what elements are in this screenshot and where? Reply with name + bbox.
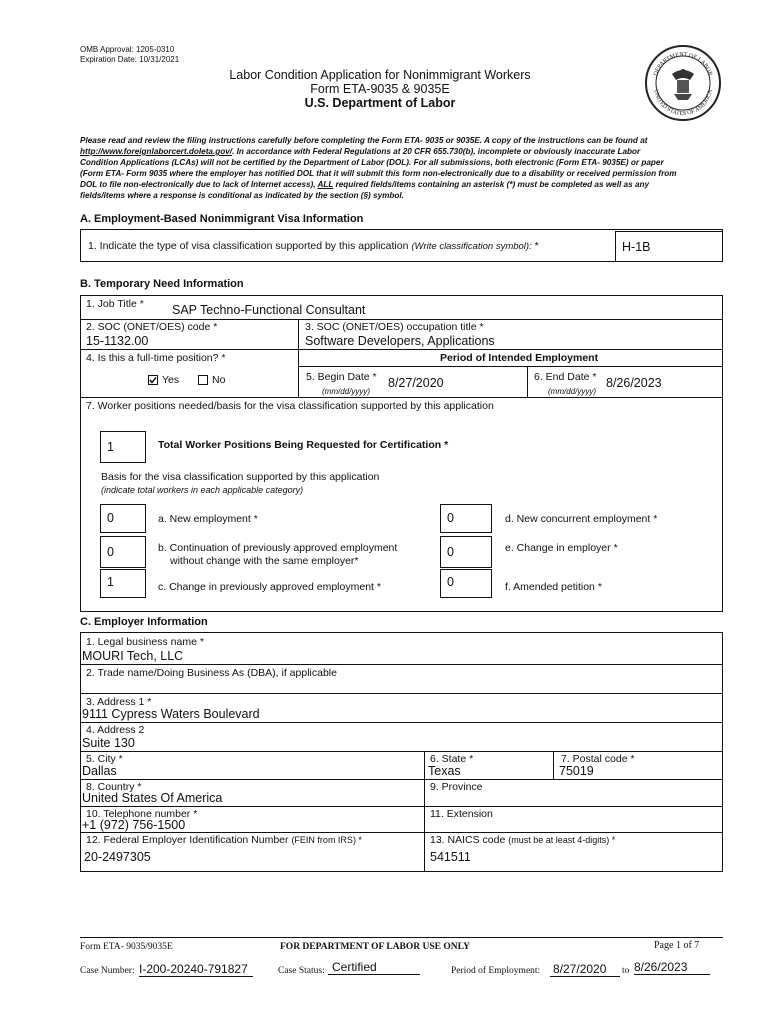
- period-to-label: to: [622, 966, 630, 976]
- naics-value[interactable]: 541511: [430, 850, 471, 864]
- period-end-value[interactable]: 8/26/2023: [634, 960, 710, 975]
- fein-value[interactable]: 20-2497305: [84, 850, 151, 864]
- case-number-label: Case Number:: [80, 966, 135, 976]
- end-date-value[interactable]: 8/26/2023: [606, 376, 662, 390]
- postal-code-value[interactable]: 75019: [559, 764, 594, 778]
- end-date-hint: (mm/dd/yyyy): [548, 387, 596, 396]
- checkbox-checked-icon[interactable]: [148, 375, 158, 385]
- visa-classification-value: H-1B: [622, 240, 651, 254]
- continuation-label: b. Continuation of previously approved employment without change with the same employer*: [158, 542, 398, 567]
- total-positions-label: Total Worker Positions Being Requested for Certification *: [158, 439, 449, 451]
- postal-code-label: 7. Postal code *: [561, 753, 635, 765]
- period-start-value[interactable]: 8/27/2020: [550, 962, 620, 977]
- address2-value[interactable]: Suite 130: [82, 736, 135, 750]
- change-previous-label: c. Change in previously approved employment *: [158, 581, 381, 593]
- telephone-label: 10. Telephone number *: [86, 808, 198, 820]
- job-title-value[interactable]: SAP Techno-Functional Consultant: [172, 303, 366, 317]
- dba-label: 2. Trade name/Doing Business As (DBA), if applicable: [86, 667, 337, 679]
- worker-positions-label: 7. Worker positions needed/basis for the visa classification supported by this application: [86, 400, 494, 412]
- city-value[interactable]: Dallas: [82, 764, 117, 778]
- section-c-title: C. Employer Information: [80, 616, 208, 628]
- continuation-input[interactable]: 0: [100, 536, 146, 568]
- naics-label: 13. NAICS code (must be at least 4-digits) *: [430, 834, 616, 846]
- basis-hint: (indicate total workers in each applicable category): [101, 485, 304, 495]
- amended-petition-input[interactable]: 0: [440, 569, 492, 598]
- job-title-label: 1. Job Title *: [86, 298, 144, 310]
- new-employment-input[interactable]: 0: [100, 504, 146, 533]
- begin-date-value[interactable]: 8/27/2020: [388, 376, 444, 390]
- total-positions-input[interactable]: 1: [100, 431, 146, 463]
- footer-form-id: Form ETA- 9035/9035E: [80, 942, 173, 952]
- case-status-label: Case Status:: [278, 966, 325, 976]
- soc-code-label: 2. SOC (ONET/OES) code *: [86, 321, 218, 333]
- address1-label: 3. Address 1 *: [86, 696, 152, 708]
- period-header: Period of Intended Employment: [440, 352, 599, 364]
- amended-petition-label: f. Amended petition *: [505, 581, 602, 593]
- country-value[interactable]: United States Of America: [82, 791, 223, 805]
- full-time-no[interactable]: No: [198, 374, 225, 386]
- checkbox-empty-icon[interactable]: [198, 375, 208, 385]
- new-concurrent-label: d. New concurrent employment *: [505, 513, 658, 525]
- case-status-value[interactable]: Certified: [328, 960, 420, 975]
- city-label: 5. City *: [86, 753, 123, 765]
- begin-date-hint: (mm/dd/yyyy): [322, 387, 370, 396]
- extension-label: 11. Extension: [430, 808, 493, 820]
- province-label: 9. Province: [430, 781, 483, 793]
- state-label: 6. State *: [430, 753, 474, 765]
- end-date-label: 6. End Date *: [534, 371, 597, 383]
- address2-label: 4. Address 2: [86, 724, 145, 736]
- fein-label: 12. Federal Employer Identification Number (FEIN from IRS) *: [86, 834, 362, 846]
- new-concurrent-input[interactable]: 0: [440, 504, 492, 533]
- change-previous-input[interactable]: 1: [100, 569, 146, 598]
- full-time-yes[interactable]: Yes: [148, 374, 179, 386]
- footer-dol-use: FOR DEPARTMENT OF LABOR USE ONLY: [280, 942, 470, 952]
- address1-value[interactable]: 9111 Cypress Waters Boulevard: [82, 707, 260, 721]
- svg-text:DEPARTMENT OF LABOR: DEPARTMENT OF LABOR: [653, 51, 713, 77]
- section-a-title: A. Employment-Based Nonimmigrant Visa Information: [80, 213, 364, 225]
- footer-page-number: Page 1 of 7: [654, 940, 700, 951]
- form-title: Labor Condition Application for Nonimmigrant Workers Form ETA-9035 & 9035E U.S. Department of Labor: [229, 68, 531, 110]
- soc-code-value[interactable]: 15-1132.00: [86, 334, 149, 348]
- section-b-title: B. Temporary Need Information: [80, 278, 244, 290]
- change-employer-label: e. Change in employer *: [505, 542, 618, 554]
- change-employer-input[interactable]: 0: [440, 536, 492, 568]
- dol-seal-icon: [644, 44, 722, 122]
- full-time-label: 4. Is this a full-time position? *: [86, 352, 226, 364]
- legal-name-label: 1. Legal business name *: [86, 636, 204, 648]
- basis-label: Basis for the visa classification supported by this application: [101, 471, 380, 483]
- instructions-paragraph: Please read and review the filing instructions carefully before completing the Form ETA- 9035 or 9035E. A copy of the instructions can be found at http://www.foreignlaborcert.doleta.gov/. In accordance with Federal Regulations at 20 CFR 655.730(b), incomplete or obviously inaccurate Labor Condition Applications (LCAs) will not be certified by the Department of Labor (DOL). For all submissions, both electronic (Form ETA- 9035E) or paper (Form ETA- Form 9035 where the employer has notified DOL that it will submit this form non-electronically due to a disability or received permission from DOL to file non-electronically due to lack of Internet access), ALL required fields/items containing an asterisk (*) must be completed as well as any fields/items where a response is conditional as indicated by the section (§) symbol.: [80, 136, 677, 200]
- visa-classification-label: 1. Indicate the type of visa classification supported by this application (Write classification symbol): *: [88, 240, 539, 252]
- instructions-link[interactable]: http://www.foreignlaborcert.doleta.gov/: [80, 147, 233, 156]
- soc-title-value[interactable]: Software Developers, Applications: [305, 334, 495, 348]
- legal-name-value[interactable]: MOURI Tech, LLC: [82, 649, 184, 663]
- omb-approval: OMB Approval: 1205-0310 Expiration Date: 10/31/2021: [80, 45, 180, 64]
- begin-date-label: 5. Begin Date *: [306, 371, 377, 383]
- period-label: Period of Employment:: [451, 966, 541, 976]
- state-value[interactable]: Texas: [428, 764, 461, 778]
- soc-title-label: 3. SOC (ONET/OES) occupation title *: [305, 321, 484, 333]
- case-number-value[interactable]: I-200-20240-791827: [139, 962, 253, 977]
- telephone-value[interactable]: +1 (972) 756-1500: [82, 818, 186, 832]
- svg-text:UNITED STATES OF AMERICA: UNITED STATES OF AMERICA: [652, 89, 714, 118]
- new-employment-label: a. New employment *: [158, 513, 258, 525]
- country-label: 8. Country *: [86, 781, 142, 793]
